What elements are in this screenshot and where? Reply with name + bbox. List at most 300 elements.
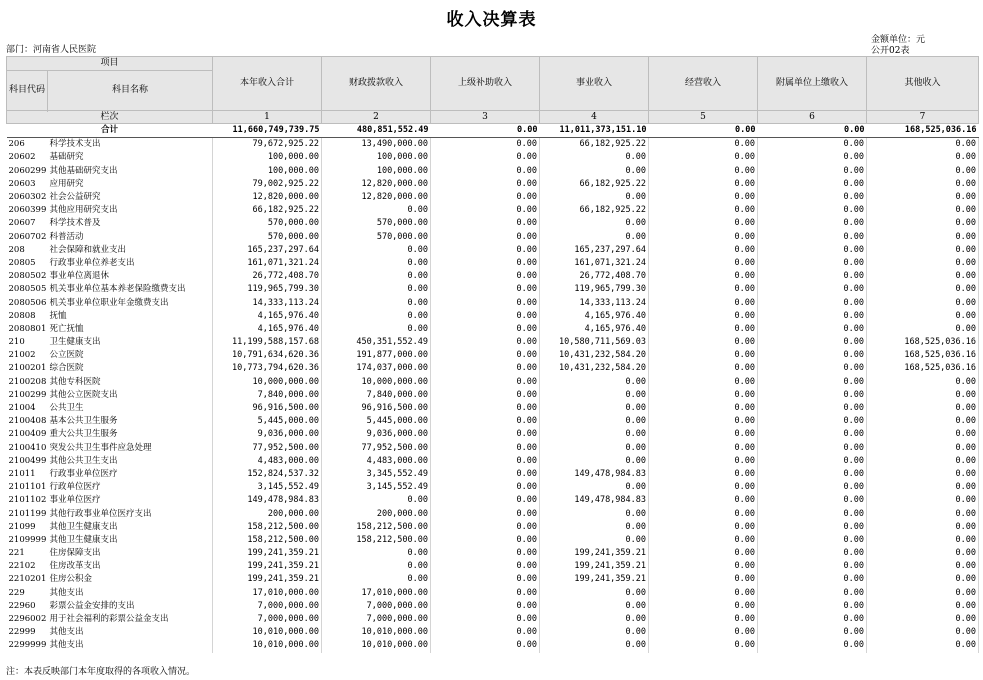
subject-code: 2100499 bbox=[8, 455, 47, 466]
subject-name: 其他公共卫生支出 bbox=[48, 455, 213, 468]
amount-cell: 0.00 bbox=[431, 231, 540, 244]
amount-cell: 4,165,976.40 bbox=[213, 323, 322, 336]
amount-cell: 0.00 bbox=[758, 138, 867, 152]
amount-cell: 0.00 bbox=[867, 389, 979, 402]
subject-name: 事业单位医疗 bbox=[48, 494, 213, 507]
amount-cell: 0.00 bbox=[867, 178, 979, 191]
amount-cell: 0.00 bbox=[649, 389, 758, 402]
table-row bbox=[7, 481, 979, 494]
amount-cell: 199,241,359.21 bbox=[213, 560, 322, 573]
amount-cell: 0.00 bbox=[540, 507, 649, 520]
table-row bbox=[7, 494, 979, 507]
amount-cell: 7,840,000.00 bbox=[213, 389, 322, 402]
subject-name: 其他基础研究支出 bbox=[48, 165, 213, 178]
subject-name: 行政单位医疗 bbox=[48, 481, 213, 494]
amount-cell: 0.00 bbox=[649, 244, 758, 257]
amount-cell: 0.00 bbox=[431, 547, 540, 560]
amount-cell: 0.00 bbox=[867, 573, 979, 586]
subject-code: 21004 bbox=[8, 403, 36, 414]
subject-code: 20603 bbox=[8, 178, 36, 189]
subject-name: 机关事业单位基本养老保险缴费支出 bbox=[48, 283, 213, 296]
subject-name: 死亡抚恤 bbox=[48, 323, 213, 336]
amount-cell: 0.00 bbox=[649, 323, 758, 336]
table-header bbox=[7, 57, 979, 124]
subject-name: 用于社会福利的彩票公益金支出 bbox=[48, 613, 213, 626]
amount-cell: 199,241,359.21 bbox=[213, 547, 322, 560]
subject-name: 其他卫生健康支出 bbox=[48, 534, 213, 547]
amount-cell: 0.00 bbox=[758, 507, 867, 520]
amount-cell: 0.00 bbox=[540, 428, 649, 441]
amount-cell: 7,000,000.00 bbox=[322, 600, 431, 613]
amount-cell: 0.00 bbox=[431, 191, 540, 204]
subject-name: 其他支出 bbox=[48, 587, 213, 600]
table-row bbox=[7, 310, 979, 323]
table-body bbox=[7, 124, 979, 653]
amount-cell: 0.00 bbox=[649, 534, 758, 547]
amount-cell: 0.00 bbox=[867, 231, 979, 244]
amount-cell: 168,525,036.16 bbox=[867, 336, 979, 349]
amount-cell: 3,145,552.49 bbox=[322, 481, 431, 494]
amount-cell: 0.00 bbox=[758, 468, 867, 481]
amount-cell: 0.00 bbox=[431, 270, 540, 283]
subject-code: 2296002 bbox=[8, 614, 47, 625]
amount-cell: 0.00 bbox=[758, 204, 867, 217]
amount-cell: 5,445,000.00 bbox=[322, 415, 431, 428]
amount-cell: 0.00 bbox=[649, 349, 758, 362]
amount-cell: 0.00 bbox=[649, 494, 758, 507]
amount-cell: 0.00 bbox=[867, 587, 979, 600]
amount-cell: 199,241,359.21 bbox=[540, 573, 649, 586]
amount-cell: 0.00 bbox=[867, 468, 979, 481]
col-index: 3 bbox=[431, 111, 540, 124]
amount-cell: 0.00 bbox=[431, 587, 540, 600]
amount-cell: 0.00 bbox=[758, 415, 867, 428]
amount-cell: 0.00 bbox=[649, 283, 758, 296]
table-row bbox=[7, 587, 979, 600]
amount-cell: 0.00 bbox=[431, 165, 540, 178]
amount-cell: 0.00 bbox=[758, 613, 867, 626]
amount-cell: 0.00 bbox=[867, 521, 979, 534]
subject-code: 20602 bbox=[8, 152, 36, 163]
amount-cell: 200,000.00 bbox=[213, 507, 322, 520]
amount-cell: 77,952,500.00 bbox=[322, 442, 431, 455]
amount-cell: 0.00 bbox=[867, 204, 979, 217]
amount-cell: 0.00 bbox=[322, 244, 431, 257]
amount-cell: 0.00 bbox=[867, 547, 979, 560]
amount-cell: 0.00 bbox=[431, 494, 540, 507]
amount-cell: 0.00 bbox=[540, 231, 649, 244]
amount-cell: 0.00 bbox=[758, 560, 867, 573]
amount-cell: 0.00 bbox=[431, 389, 540, 402]
table-row bbox=[7, 151, 979, 164]
amount-cell: 7,840,000.00 bbox=[322, 389, 431, 402]
amount-cell: 570,000.00 bbox=[213, 217, 322, 230]
amount-cell: 0.00 bbox=[649, 217, 758, 230]
amount-cell: 0.00 bbox=[649, 178, 758, 191]
amount-cell: 0.00 bbox=[867, 442, 979, 455]
amount-cell: 0.00 bbox=[758, 323, 867, 336]
amount-cell: 0.00 bbox=[867, 639, 979, 652]
subject-name: 机关事业单位职业年金缴费支出 bbox=[48, 296, 213, 309]
table-row bbox=[7, 138, 979, 152]
subject-code: 2080801 bbox=[8, 323, 47, 334]
amount-cell: 0.00 bbox=[540, 613, 649, 626]
amount-cell: 79,672,925.22 bbox=[213, 138, 322, 152]
amount-cell: 0.00 bbox=[431, 178, 540, 191]
amount-cell: 10,431,232,584.20 bbox=[540, 349, 649, 362]
subject-code: 2100408 bbox=[8, 416, 47, 427]
subject-name: 其他行政事业单位医疗支出 bbox=[48, 507, 213, 520]
amount-cell: 0.00 bbox=[431, 415, 540, 428]
amount-cell: 0.00 bbox=[758, 534, 867, 547]
header-col-index-label: 栏次 bbox=[7, 111, 213, 124]
subject-name: 突发公共卫生事件应急处理 bbox=[48, 442, 213, 455]
subject-name: 其他应用研究支出 bbox=[48, 204, 213, 217]
amount-cell: 4,165,976.40 bbox=[540, 323, 649, 336]
amount-cell: 0.00 bbox=[540, 402, 649, 415]
amount-cell: 0.00 bbox=[867, 560, 979, 573]
amount-cell: 0.00 bbox=[322, 547, 431, 560]
table-row bbox=[7, 178, 979, 191]
amount-cell: 0.00 bbox=[649, 507, 758, 520]
table-row bbox=[7, 428, 979, 441]
amount-cell: 0.00 bbox=[758, 349, 867, 362]
amount-cell: 0.00 bbox=[540, 376, 649, 389]
header-subject-code: 科目代码 bbox=[7, 71, 48, 111]
amount-cell: 66,182,925.22 bbox=[540, 138, 649, 152]
amount-cell: 0.00 bbox=[540, 626, 649, 639]
amount-cell: 0.00 bbox=[649, 296, 758, 309]
table-row bbox=[7, 442, 979, 455]
amount-cell: 0.00 bbox=[431, 521, 540, 534]
amount-cell: 0.00 bbox=[649, 191, 758, 204]
amount-cell: 0.00 bbox=[649, 310, 758, 323]
table-row bbox=[7, 191, 979, 204]
amount-cell: 77,952,500.00 bbox=[213, 442, 322, 455]
amount-cell: 26,772,408.70 bbox=[213, 270, 322, 283]
amount-cell: 17,010,000.00 bbox=[322, 587, 431, 600]
amount-cell: 0.00 bbox=[540, 600, 649, 613]
table-row bbox=[7, 626, 979, 639]
subject-code: 2100208 bbox=[8, 376, 47, 387]
amount-cell: 7,000,000.00 bbox=[213, 613, 322, 626]
table-row bbox=[7, 165, 979, 178]
amount-cell: 0.00 bbox=[431, 428, 540, 441]
subject-code: 2109999 bbox=[8, 534, 47, 545]
amount-cell: 0.00 bbox=[758, 600, 867, 613]
amount-cell: 0.00 bbox=[758, 336, 867, 349]
amount-cell: 0.00 bbox=[758, 494, 867, 507]
amount-cell: 0.00 bbox=[649, 613, 758, 626]
amount-cell: 0.00 bbox=[431, 468, 540, 481]
subject-code: 2060399 bbox=[8, 205, 47, 216]
total-value: 11,660,749,739.75 bbox=[213, 124, 322, 138]
amount-cell: 0.00 bbox=[758, 244, 867, 257]
table-row bbox=[7, 244, 979, 257]
amount-cell: 0.00 bbox=[867, 481, 979, 494]
amount-cell: 0.00 bbox=[867, 217, 979, 230]
amount-cell: 0.00 bbox=[758, 455, 867, 468]
amount-cell: 0.00 bbox=[649, 481, 758, 494]
amount-cell: 4,483,000.00 bbox=[322, 455, 431, 468]
amount-cell: 570,000.00 bbox=[322, 231, 431, 244]
amount-cell: 200,000.00 bbox=[322, 507, 431, 520]
subject-code: 2101101 bbox=[8, 482, 47, 493]
department-label: 部门：河南省人民医院 bbox=[6, 45, 97, 55]
amount-cell: 0.00 bbox=[867, 534, 979, 547]
total-value: 0.00 bbox=[649, 124, 758, 138]
header-affiliated-unit-income: 附属单位上缴收入 bbox=[758, 57, 867, 111]
amount-cell: 3,345,552.49 bbox=[322, 468, 431, 481]
amount-cell: 158,212,500.00 bbox=[213, 534, 322, 547]
subject-name: 卫生健康支出 bbox=[48, 336, 213, 349]
amount-cell: 0.00 bbox=[758, 151, 867, 164]
amount-cell: 0.00 bbox=[758, 481, 867, 494]
amount-cell: 0.00 bbox=[540, 521, 649, 534]
header-fiscal-appropriation: 财政拨款收入 bbox=[322, 57, 431, 111]
table-row bbox=[7, 573, 979, 586]
amount-cell: 0.00 bbox=[649, 600, 758, 613]
subject-code: 2060299 bbox=[8, 165, 47, 176]
subject-name: 公共卫生 bbox=[48, 402, 213, 415]
amount-cell: 79,002,925.22 bbox=[213, 178, 322, 191]
amount-cell: 0.00 bbox=[867, 626, 979, 639]
subject-name: 事业单位离退休 bbox=[48, 270, 213, 283]
amount-cell: 0.00 bbox=[867, 376, 979, 389]
amount-unit-label: 金额单位：元 bbox=[871, 35, 926, 45]
header-subject-name: 科目名称 bbox=[48, 71, 213, 111]
amount-cell: 10,791,634,620.36 bbox=[213, 349, 322, 362]
amount-cell: 10,773,794,620.36 bbox=[213, 362, 322, 375]
amount-cell: 0.00 bbox=[322, 257, 431, 270]
col-index: 2 bbox=[322, 111, 431, 124]
amount-cell: 0.00 bbox=[758, 376, 867, 389]
income-final-accounts-table bbox=[6, 56, 979, 653]
amount-cell: 100,000.00 bbox=[213, 151, 322, 164]
amount-cell: 0.00 bbox=[649, 468, 758, 481]
amount-cell: 11,199,588,157.68 bbox=[213, 336, 322, 349]
amount-cell: 0.00 bbox=[431, 204, 540, 217]
subject-code: 2210201 bbox=[8, 574, 47, 585]
subject-code: 22999 bbox=[8, 627, 36, 638]
total-row bbox=[7, 124, 979, 138]
amount-cell: 10,000,000.00 bbox=[213, 376, 322, 389]
amount-cell: 66,182,925.22 bbox=[213, 204, 322, 217]
subject-code: 21011 bbox=[8, 468, 36, 479]
amount-cell: 199,241,359.21 bbox=[213, 573, 322, 586]
subject-code: 21099 bbox=[8, 521, 36, 532]
amount-cell: 0.00 bbox=[867, 613, 979, 626]
subject-name: 科学技术支出 bbox=[48, 138, 213, 152]
subject-name: 社会公益研究 bbox=[48, 191, 213, 204]
subject-code: 2060702 bbox=[8, 231, 47, 242]
amount-cell: 0.00 bbox=[758, 573, 867, 586]
amount-cell: 0.00 bbox=[758, 547, 867, 560]
subject-code: 2100299 bbox=[8, 389, 47, 400]
col-index: 6 bbox=[758, 111, 867, 124]
subject-name: 社会保障和就业支出 bbox=[48, 244, 213, 257]
col-index: 7 bbox=[867, 111, 979, 124]
subject-code: 2080506 bbox=[8, 297, 47, 308]
amount-cell: 0.00 bbox=[758, 389, 867, 402]
amount-cell: 0.00 bbox=[867, 283, 979, 296]
amount-cell: 0.00 bbox=[649, 587, 758, 600]
header-superior-subsidy: 上级补助收入 bbox=[431, 57, 540, 111]
amount-cell: 0.00 bbox=[649, 547, 758, 560]
amount-cell: 0.00 bbox=[649, 204, 758, 217]
amount-cell: 0.00 bbox=[322, 204, 431, 217]
table-row bbox=[7, 231, 979, 244]
subject-name: 抚恤 bbox=[48, 310, 213, 323]
total-value: 0.00 bbox=[431, 124, 540, 138]
subject-name: 其他公立医院支出 bbox=[48, 389, 213, 402]
amount-cell: 0.00 bbox=[867, 257, 979, 270]
amount-cell: 0.00 bbox=[758, 310, 867, 323]
amount-cell: 0.00 bbox=[431, 402, 540, 415]
subject-code: 2100201 bbox=[8, 363, 47, 374]
table-row bbox=[7, 560, 979, 573]
amount-cell: 14,333,113.24 bbox=[540, 296, 649, 309]
subject-code: 20805 bbox=[8, 257, 36, 268]
table-row bbox=[7, 455, 979, 468]
col-index: 4 bbox=[540, 111, 649, 124]
amount-cell: 0.00 bbox=[867, 494, 979, 507]
amount-cell: 0.00 bbox=[649, 573, 758, 586]
amount-cell: 0.00 bbox=[431, 336, 540, 349]
amount-cell: 570,000.00 bbox=[213, 231, 322, 244]
amount-cell: 0.00 bbox=[540, 389, 649, 402]
amount-cell: 0.00 bbox=[431, 507, 540, 520]
amount-cell: 0.00 bbox=[540, 151, 649, 164]
amount-cell: 0.00 bbox=[431, 283, 540, 296]
table-row bbox=[7, 613, 979, 626]
subject-name: 科学技术普及 bbox=[48, 217, 213, 230]
amount-cell: 100,000.00 bbox=[322, 165, 431, 178]
subject-name: 住房公积金 bbox=[48, 573, 213, 586]
subject-name: 综合医院 bbox=[48, 362, 213, 375]
table-row bbox=[7, 296, 979, 309]
amount-cell: 0.00 bbox=[649, 415, 758, 428]
amount-cell: 199,241,359.21 bbox=[540, 547, 649, 560]
subject-name: 行政事业单位养老支出 bbox=[48, 257, 213, 270]
table-row bbox=[7, 507, 979, 520]
amount-cell: 0.00 bbox=[867, 151, 979, 164]
subject-code: 206 bbox=[8, 139, 25, 150]
total-value: 11,011,373,151.10 bbox=[540, 124, 649, 138]
amount-cell: 0.00 bbox=[758, 283, 867, 296]
amount-cell: 100,000.00 bbox=[213, 165, 322, 178]
amount-cell: 0.00 bbox=[322, 323, 431, 336]
subject-code: 20808 bbox=[8, 310, 36, 321]
amount-cell: 158,212,500.00 bbox=[213, 521, 322, 534]
amount-cell: 4,483,000.00 bbox=[213, 455, 322, 468]
amount-cell: 3,145,552.49 bbox=[213, 481, 322, 494]
table-row bbox=[7, 402, 979, 415]
amount-cell: 161,071,321.24 bbox=[540, 257, 649, 270]
amount-cell: 0.00 bbox=[431, 296, 540, 309]
amount-cell: 10,580,711,569.03 bbox=[540, 336, 649, 349]
amount-cell: 0.00 bbox=[867, 270, 979, 283]
amount-cell: 199,241,359.21 bbox=[540, 560, 649, 573]
header-business-income: 事业收入 bbox=[540, 57, 649, 111]
table-row bbox=[7, 534, 979, 547]
amount-cell: 17,010,000.00 bbox=[213, 587, 322, 600]
subject-name: 其他支出 bbox=[48, 626, 213, 639]
amount-cell: 0.00 bbox=[540, 481, 649, 494]
amount-cell: 0.00 bbox=[431, 626, 540, 639]
amount-cell: 0.00 bbox=[322, 310, 431, 323]
subject-code: 221 bbox=[8, 548, 25, 559]
page-title: 收入决算表 bbox=[446, 10, 537, 30]
amount-cell: 0.00 bbox=[649, 560, 758, 573]
amount-cell: 0.00 bbox=[540, 455, 649, 468]
amount-cell: 4,165,976.40 bbox=[540, 310, 649, 323]
header-other-income: 其他收入 bbox=[867, 57, 979, 111]
subject-name: 重大公共卫生服务 bbox=[48, 428, 213, 441]
total-value: 168,525,036.16 bbox=[867, 124, 979, 138]
amount-cell: 0.00 bbox=[322, 494, 431, 507]
amount-cell: 0.00 bbox=[758, 639, 867, 652]
footnote: 注：本表反映部门本年度取得的各项收入情况。 bbox=[6, 667, 196, 677]
amount-cell: 10,010,000.00 bbox=[322, 626, 431, 639]
amount-cell: 0.00 bbox=[540, 191, 649, 204]
amount-cell: 0.00 bbox=[431, 217, 540, 230]
amount-cell: 0.00 bbox=[758, 191, 867, 204]
amount-cell: 0.00 bbox=[867, 165, 979, 178]
amount-cell: 26,772,408.70 bbox=[540, 270, 649, 283]
table-row bbox=[7, 257, 979, 270]
subject-name: 彩票公益金安排的支出 bbox=[48, 600, 213, 613]
header-total-income: 本年收入合计 bbox=[213, 57, 322, 111]
amount-cell: 0.00 bbox=[867, 191, 979, 204]
amount-cell: 0.00 bbox=[758, 362, 867, 375]
amount-cell: 0.00 bbox=[322, 283, 431, 296]
amount-cell: 0.00 bbox=[431, 349, 540, 362]
amount-cell: 9,036,000.00 bbox=[213, 428, 322, 441]
subject-code: 20607 bbox=[8, 218, 36, 229]
amount-cell: 7,000,000.00 bbox=[322, 613, 431, 626]
amount-cell: 161,071,321.24 bbox=[213, 257, 322, 270]
table-row bbox=[7, 336, 979, 349]
amount-cell: 0.00 bbox=[649, 151, 758, 164]
subject-name: 住房改革支出 bbox=[48, 560, 213, 573]
subject-name: 其他卫生健康支出 bbox=[48, 521, 213, 534]
amount-cell: 152,824,537.32 bbox=[213, 468, 322, 481]
subject-code: 21002 bbox=[8, 350, 36, 361]
amount-cell: 0.00 bbox=[867, 600, 979, 613]
amount-cell: 0.00 bbox=[540, 639, 649, 652]
table-row bbox=[7, 468, 979, 481]
amount-cell: 0.00 bbox=[867, 428, 979, 441]
total-label: 合计 bbox=[7, 124, 213, 138]
header-item: 项目 bbox=[7, 57, 213, 71]
subject-code: 2080505 bbox=[8, 284, 47, 295]
amount-cell: 0.00 bbox=[758, 270, 867, 283]
amount-cell: 9,036,000.00 bbox=[322, 428, 431, 441]
amount-cell: 0.00 bbox=[431, 481, 540, 494]
table-row bbox=[7, 547, 979, 560]
amount-cell: 0.00 bbox=[649, 428, 758, 441]
amount-cell: 66,182,925.22 bbox=[540, 178, 649, 191]
amount-cell: 0.00 bbox=[758, 442, 867, 455]
amount-cell: 12,820,000.00 bbox=[213, 191, 322, 204]
amount-cell: 0.00 bbox=[758, 231, 867, 244]
amount-cell: 96,916,500.00 bbox=[213, 402, 322, 415]
amount-cell: 10,431,232,584.20 bbox=[540, 362, 649, 375]
amount-cell: 0.00 bbox=[649, 455, 758, 468]
amount-cell: 168,525,036.16 bbox=[867, 362, 979, 375]
amount-cell: 174,037,000.00 bbox=[322, 362, 431, 375]
